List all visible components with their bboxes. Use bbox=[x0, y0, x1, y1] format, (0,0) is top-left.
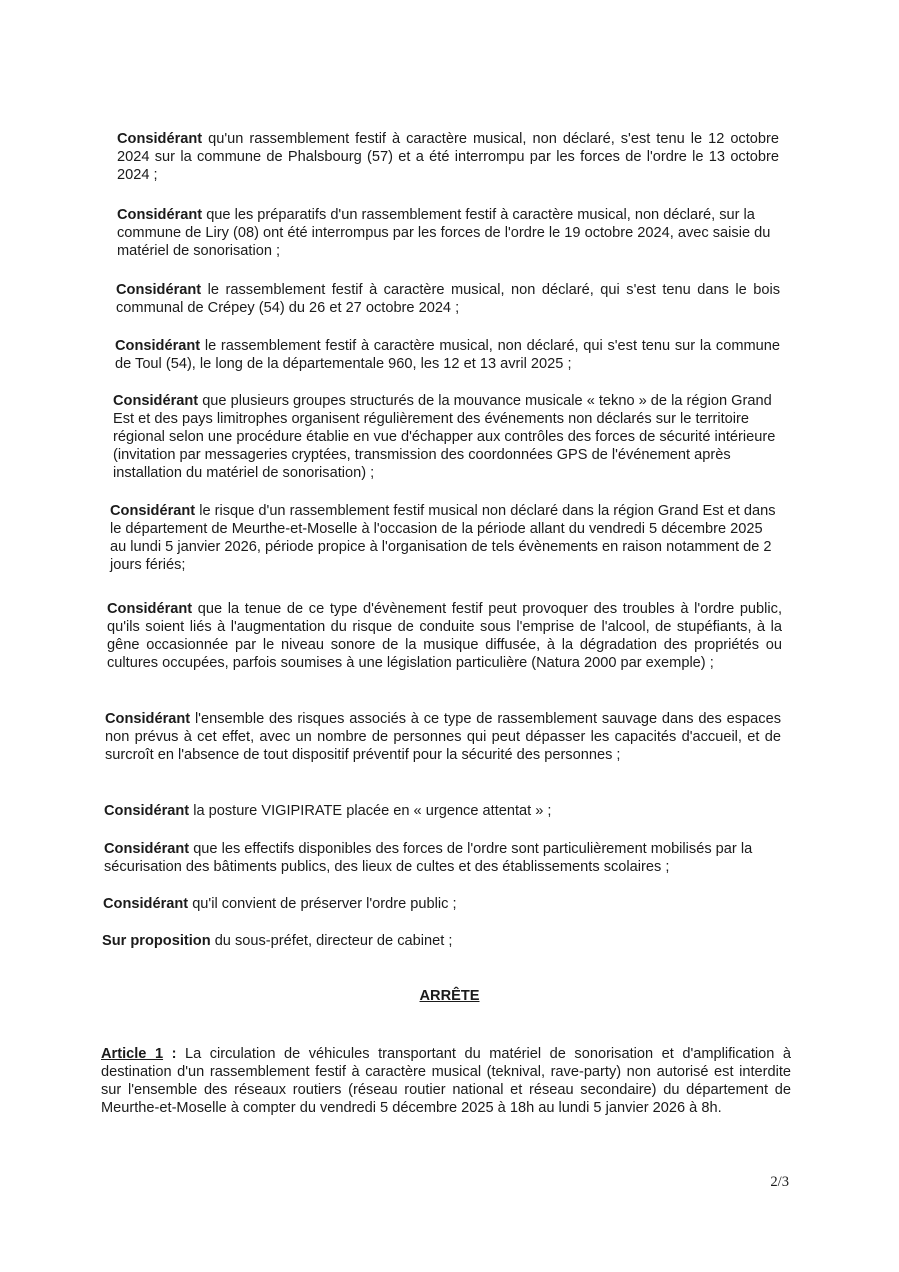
paragraph-lead: Considérant bbox=[107, 601, 193, 617]
article-label: Article 1 bbox=[101, 1046, 164, 1062]
paragraph-text: que plusieurs groupes structurés de la mouvance musicale « tekno » de la région Grand Est et des pays limitrophes organisent régulièrement des événements non déclarés sur le territoire régional selon une procédure établie en vue d'échapper aux contrôles des forces de sécurité intérieure (invitation par messageries cryptées, transmission des coordonnées GPS de l'événement après installation du matériel de sonorisation) ; bbox=[113, 393, 776, 481]
paragraph-lead: Considérant bbox=[117, 207, 203, 223]
paragraph-text: le risque d'un rassemblement festif musical non déclaré dans la région Grand Est et dans le département de Meurthe-et-Moselle à l'occasion de la période allant du vendredi 5 décembre 2025 au lundi 5 janvier 2026, période propice à l'organisation de tels évènements en raison notamment de 2 jours fériés; bbox=[110, 503, 776, 573]
arrete-heading: ARRÊTE bbox=[419, 988, 480, 1004]
considerant-paragraph-3 bbox=[116, 281, 780, 317]
considerant-paragraph-9 bbox=[104, 802, 780, 820]
considerant-paragraph-4 bbox=[115, 337, 780, 373]
page-number: 2/3 bbox=[770, 1174, 789, 1190]
paragraph-text: le rassemblement festif à caractère musical, non déclaré, qui s'est tenu sur la commune de Toul (54), le long de la départementale 960, les 12 et 13 avril 2025 ; bbox=[115, 338, 780, 372]
considerant-paragraph-7 bbox=[107, 600, 782, 672]
article-separator: : bbox=[163, 1046, 185, 1062]
article-1-paragraph bbox=[101, 1045, 791, 1117]
article-text: La circulation de véhicules transportant du matériel de sonorisation et d'amplification à destination d'un rassemblement festif à caractère musical (teknival, rave-party) non autorisé est interdite sur l'ensemble des réseaux routiers (réseau routier national et réseau secondaire) du département de Meurthe-et-Moselle à compter du vendredi 5 décembre 2025 à 18h au lundi 5 janvier 2026 à 8h. bbox=[101, 1046, 791, 1116]
paragraph-lead: Considérant bbox=[103, 896, 189, 912]
paragraph-lead: Sur proposition bbox=[102, 933, 211, 949]
paragraph-lead: Considérant bbox=[113, 393, 199, 409]
considerant-paragraph-2 bbox=[117, 206, 785, 260]
considerant-paragraph-6 bbox=[110, 502, 782, 574]
paragraph-text: l'ensemble des risques associés à ce type de rassemblement sauvage dans des espaces non prévus à cet effet, avec un nombre de personnes qui peut dépasser les capacités d'accueil, et de surcroît en l'absence de tout dispositif préventif pour la sécurité des personnes ; bbox=[105, 711, 781, 763]
paragraph-lead: Considérant bbox=[117, 131, 203, 147]
paragraph-text: que les préparatifs d'un rassemblement festif à caractère musical, non déclaré, sur la commune de Liry (08) ont été interrompus par les forces de l'ordre le 19 octobre 2024, avec saisie du matériel de sonorisation ; bbox=[117, 207, 771, 259]
considerant-paragraph-10 bbox=[104, 840, 794, 876]
proposition-paragraph bbox=[102, 932, 778, 950]
paragraph-lead: Considérant bbox=[115, 338, 201, 354]
paragraph-lead: Considérant bbox=[105, 711, 191, 727]
considerant-paragraph-5 bbox=[113, 392, 785, 482]
paragraph-text: le rassemblement festif à caractère musical, non déclaré, qui s'est tenu dans le bois communal de Crépey (54) du 26 et 27 octobre 2024 ; bbox=[116, 282, 780, 316]
paragraph-text: que la tenue de ce type d'évènement festif peut provoquer des troubles à l'ordre public, qu'ils soient liés à l'augmentation du risque de conduite sous l'emprise de l'alcool, de stupéfiants, à la gêne occasionnée par le niveau sonore de la musique diffusée, à la dégradation des propriétés ou cultures occupées, parfois soumises à une législation particulière (Natura 2000 par exemple) ; bbox=[107, 601, 782, 671]
paragraph-lead: Considérant bbox=[116, 282, 202, 298]
paragraph-text: qu'un rassemblement festif à caractère musical, non déclaré, s'est tenu le 12 octobre 2024 sur la commune de Phalsbourg (57) et a été interrompu par les forces de l'ordre le 13 octobre 2024 ; bbox=[117, 131, 779, 183]
paragraph-text: que les effectifs disponibles des forces de l'ordre sont particulièrement mobilisés par la sécurisation des bâtiments publics, des lieux de cultes et des établissements scolaires ; bbox=[104, 841, 753, 875]
paragraph-lead: Considérant bbox=[104, 803, 190, 819]
considerant-paragraph-1 bbox=[117, 130, 779, 184]
paragraph-text: la posture VIGIPIRATE placée en « urgence attentat » ; bbox=[189, 803, 552, 819]
paragraph-lead: Considérant bbox=[104, 841, 190, 857]
considerant-paragraph-8 bbox=[105, 710, 781, 764]
paragraph-text: qu'il convient de préserver l'ordre public ; bbox=[188, 896, 457, 912]
paragraph-text: du sous-préfet, directeur de cabinet ; bbox=[210, 933, 453, 949]
paragraph-lead: Considérant bbox=[110, 503, 196, 519]
considerant-paragraph-11 bbox=[103, 895, 779, 913]
